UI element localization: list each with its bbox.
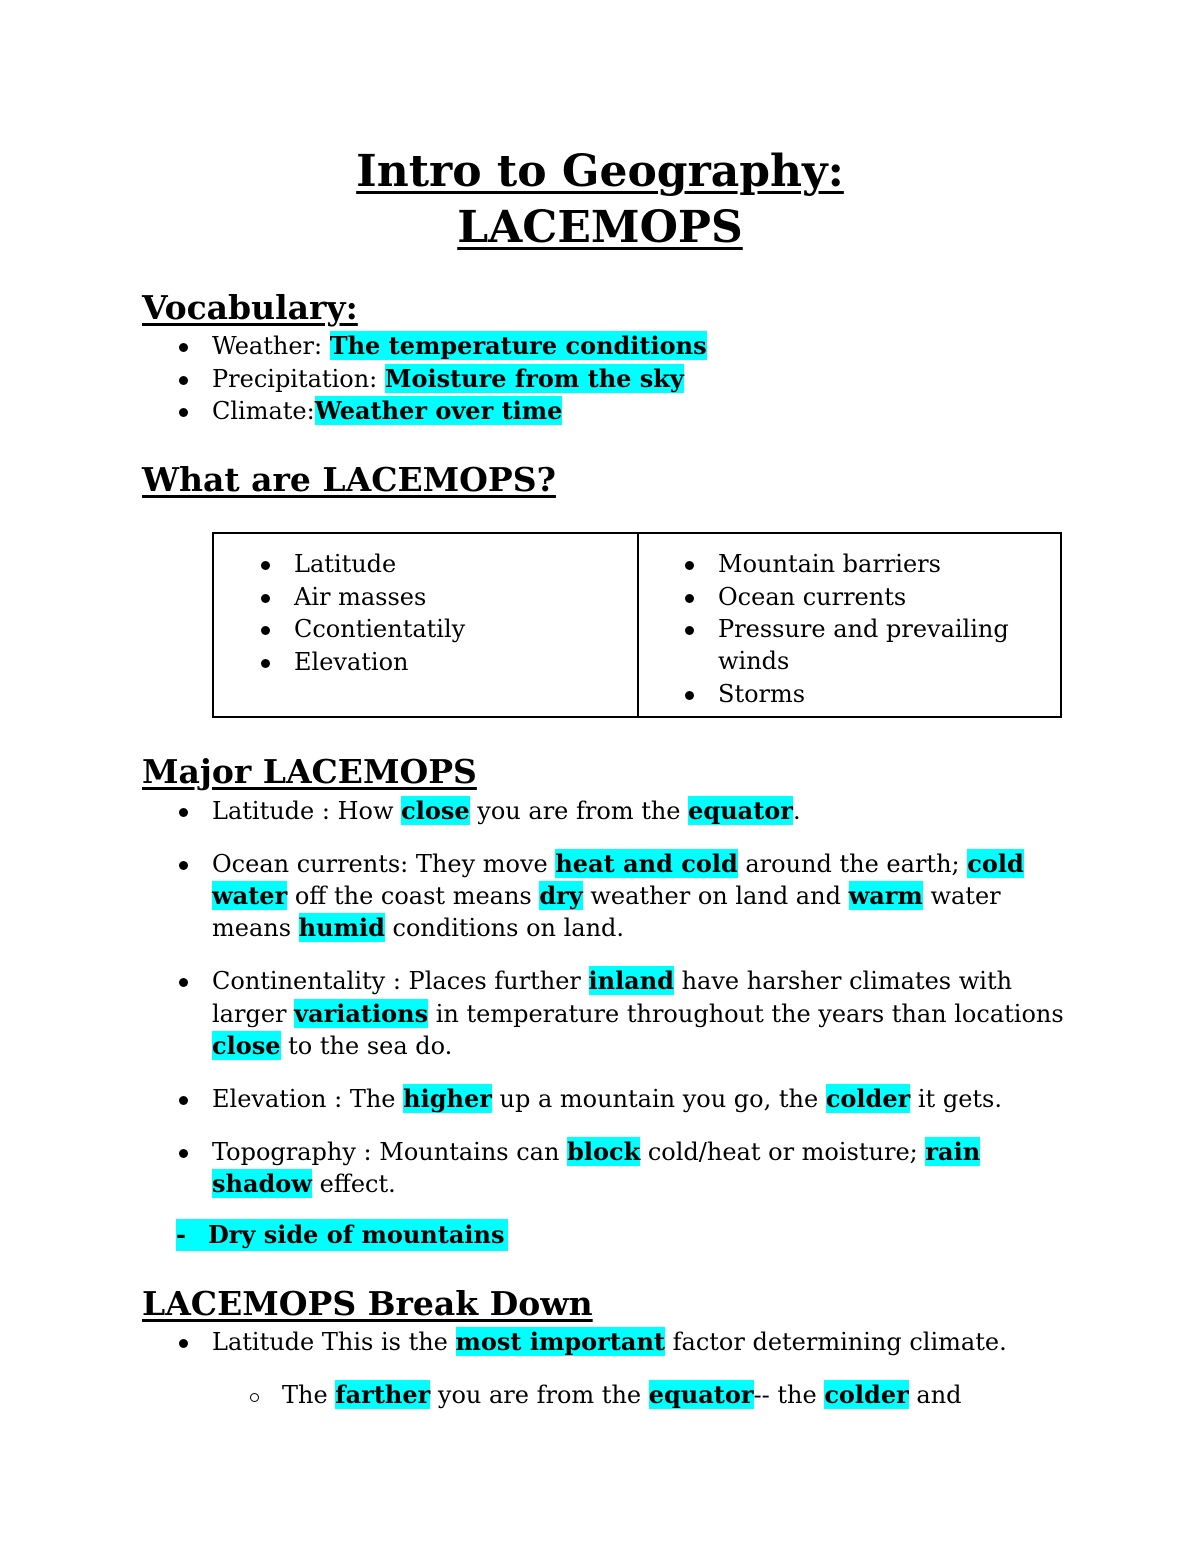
bullet-icon <box>179 1339 188 1348</box>
bullet-icon <box>179 408 188 417</box>
bullet-icon <box>685 594 694 603</box>
major-ocean-line3: means humid conditions on land. <box>212 913 625 942</box>
bullet-icon <box>685 626 694 635</box>
bullet-icon <box>179 1096 188 1105</box>
bullet-icon <box>261 594 270 603</box>
breakdown-latitude: Latitude This is the most important factor determining climate. <box>212 1327 1007 1356</box>
vocab-item-climate: Climate:Weather over time <box>212 396 563 425</box>
page-title-line2: LACEMOPS <box>457 202 743 253</box>
table-divider <box>637 534 639 716</box>
major-heading: Major LACEMOPS <box>142 752 477 791</box>
lacemops-table <box>212 532 1062 718</box>
major-ocean-line2: water off the coast means dry weather on land and warm water <box>212 881 1001 910</box>
breakdown-sub-line: The farther you are from the equator-- the colder and <box>282 1380 962 1409</box>
table-left-item: Latitude <box>294 550 397 578</box>
bullet-icon <box>685 691 694 700</box>
dry-side-note: - Dry side of mountains <box>176 1219 508 1251</box>
major-latitude: Latitude : How close you are from the equator. <box>212 796 801 825</box>
table-right-item: Ocean currents <box>718 583 907 611</box>
bullet-icon <box>179 1149 188 1158</box>
vocab-item-weather: Weather: The temperature conditions <box>212 331 707 360</box>
major-ocean-line1: Ocean currents: They move heat and cold around the earth; cold <box>212 849 1024 878</box>
page-title-line1: Intro to Geography: <box>356 146 844 197</box>
major-cont-line3: close to the sea do. <box>212 1031 453 1060</box>
bullet-icon <box>179 376 188 385</box>
table-right-item: Storms <box>718 680 806 708</box>
breakdown-heading: LACEMOPS Break Down <box>142 1284 593 1323</box>
bullet-icon <box>179 978 188 987</box>
vocab-item-precipitation: Precipitation: Moisture from the sky <box>212 364 684 393</box>
bullet-icon <box>179 343 188 352</box>
major-topo-line2: shadow effect. <box>212 1169 396 1198</box>
vocabulary-heading: Vocabulary: <box>142 288 358 327</box>
bullet-icon <box>685 561 694 570</box>
major-topo-line1: Topography : Mountains can block cold/heat or moisture; rain <box>212 1137 981 1166</box>
bullet-icon <box>261 561 270 570</box>
sub-bullet-icon <box>250 1393 259 1402</box>
major-elevation: Elevation : The higher up a mountain you go, the colder it gets. <box>212 1084 1002 1113</box>
table-left-item: Ccontientatily <box>294 615 466 643</box>
bullet-icon <box>261 659 270 668</box>
bullet-icon <box>179 808 188 817</box>
table-right-item: Mountain barriers <box>718 550 941 578</box>
what-heading: What are LACEMOPS? <box>142 460 556 499</box>
bullet-icon <box>179 861 188 870</box>
table-right-item: Pressure and prevailing <box>718 615 1009 643</box>
major-cont-line1: Continentality : Places further inland have harsher climates with <box>212 966 1013 995</box>
major-cont-line2: larger variations in temperature throughout the years than locations <box>212 999 1064 1028</box>
bullet-icon <box>261 626 270 635</box>
table-left-item: Air masses <box>294 583 427 611</box>
table-left-item: Elevation <box>294 648 409 676</box>
table-right-item-continued: winds <box>718 647 790 675</box>
